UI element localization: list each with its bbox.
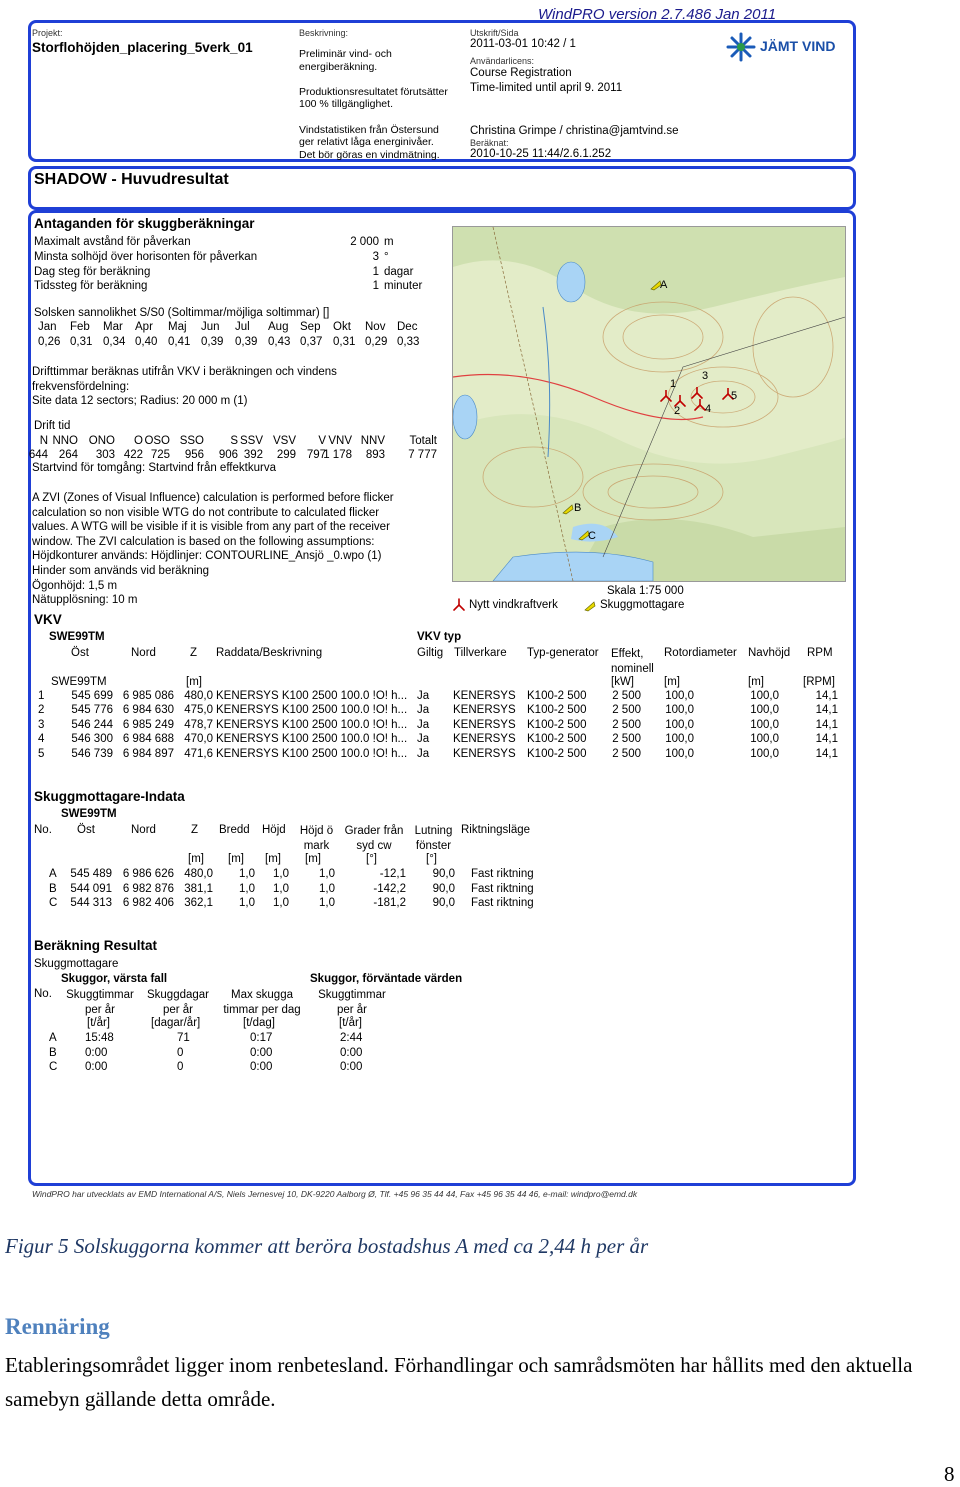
turbine-label: 5 xyxy=(731,390,738,402)
vkv-unit: [m] xyxy=(748,676,764,688)
vkv-cell: 100,0 xyxy=(665,747,694,760)
drift-label: Drift tid xyxy=(34,420,71,432)
assumption-value: 1 xyxy=(372,265,379,278)
assumption-value: 3 xyxy=(372,250,379,263)
receiver-cell: 362,1 xyxy=(184,897,213,910)
vkv-header: RPM xyxy=(807,647,833,659)
vkv-cell: 14,1 xyxy=(815,690,838,702)
turbine-label: 2 xyxy=(674,405,681,417)
month-label: Dec xyxy=(397,321,418,333)
sector-label: Totalt xyxy=(409,435,437,447)
vkv-cell: KENERSYS K100 2500 100.0 !O! h... xyxy=(216,718,408,731)
assumption-label: Maximalt avstånd för påverkan xyxy=(34,236,191,248)
sunshine-value: 0,29 xyxy=(365,336,388,348)
vkv-cell: Ja xyxy=(417,733,430,746)
assumption-value: 1 xyxy=(372,280,379,293)
receiver-unit: [°] xyxy=(426,853,437,865)
vkv-cell: 100,0 xyxy=(750,704,779,717)
sunshine-value: 0,34 xyxy=(103,336,126,348)
sector-value: 7 777 xyxy=(408,449,437,461)
month-label: Maj xyxy=(168,321,187,333)
receiver-legend-label: Skuggmottagare xyxy=(600,599,685,611)
assumption-label: Dag steg för beräkning xyxy=(34,265,151,278)
sunshine-value: 0,39 xyxy=(201,336,224,348)
vkv-cell: Ja xyxy=(417,704,430,717)
vkv-cell: 6 985 086 xyxy=(122,690,174,702)
results-unit: [t/år] xyxy=(87,1017,111,1029)
vkv-cell: Ja xyxy=(417,747,430,760)
windpro-version: WindPRO version 2.7.486 Jan 2011 xyxy=(538,6,777,23)
results-cell: 0:00 xyxy=(340,1061,363,1074)
section-title: SHADOW - Huvudresultat xyxy=(34,171,229,188)
receiver-cell: 1,0 xyxy=(273,897,289,910)
receiver-header: Lutning fönster xyxy=(414,825,453,852)
project-label: Projekt: xyxy=(32,28,63,38)
zvi-line: Hinder som används vid beräkning xyxy=(32,564,210,577)
vkv-cell: 2 500 xyxy=(612,747,641,760)
vkv-cell: K100-2 500 xyxy=(527,690,587,702)
vkv-cell: 545 776 xyxy=(71,704,113,717)
results-cell: 15:48 xyxy=(85,1032,114,1044)
zvi-line: window. The ZVI calculation is based on the following assumptions: xyxy=(32,535,375,548)
sunshine-value: 0,33 xyxy=(397,336,420,348)
operation-line: Site data 12 sectors; Radius: 20 000 m (1) xyxy=(32,395,248,407)
vkv-header: Giltig xyxy=(417,647,444,659)
sector-value: 1 178 xyxy=(323,449,352,461)
receiver-unit: [m] xyxy=(228,853,244,865)
zvi-line: Nätupplösning: 10 m xyxy=(32,594,138,607)
sector-label: VSV xyxy=(272,435,296,447)
vkv-cell: 5 xyxy=(38,747,45,760)
receiver-cell: -142,2 xyxy=(373,882,406,895)
vkv-header: Tillverkare xyxy=(454,647,507,659)
month-label: Okt xyxy=(333,321,351,333)
sector-value: 956 xyxy=(184,449,204,461)
month-label: Aug xyxy=(268,321,289,333)
vkv-cell: 3 xyxy=(38,718,45,731)
receiver-header: Öst xyxy=(77,824,95,836)
receiver-legend-icon xyxy=(584,599,596,611)
receivers-coord-system: SWE99TM xyxy=(61,808,117,820)
receiver-header: Bredd xyxy=(219,824,250,836)
body-paragraph: Etableringsområdet ligger inom renbetesland. Förhandlingar och samrådsmöten har hållits med den aktuella samebyn gällande detta område. xyxy=(5,1353,913,1411)
description-line: Det bör göras en vindmätning. xyxy=(299,148,440,161)
vkv-cell: 100,0 xyxy=(750,733,779,746)
receiver-header: Riktningsläge xyxy=(461,824,531,836)
calc-label: Beräknat: xyxy=(470,138,509,148)
receiver-cell: 381,1 xyxy=(184,882,213,895)
assumption-unit: ° xyxy=(384,250,389,263)
receiver-cell: 1,0 xyxy=(239,897,255,910)
vkv-cell: Ja xyxy=(417,718,430,731)
month-label: Sep xyxy=(300,321,321,333)
results-cell: 0:00 xyxy=(250,1046,273,1059)
vkv-cell: K100-2 500 xyxy=(527,747,587,760)
vkv-header: Navhöjd xyxy=(748,647,791,659)
project-name: Storflohöjden_placering_5verk_01 xyxy=(32,40,253,55)
vkv-cell: 100,0 xyxy=(665,690,694,702)
receiver-cell: 1,0 xyxy=(239,868,255,880)
operation-line: frekvensfördelning: xyxy=(32,380,130,393)
results-unit: [t/år] xyxy=(339,1017,363,1029)
turbine-label: 4 xyxy=(705,403,712,415)
vkv-cell: 100,0 xyxy=(665,704,694,717)
receiver-cell: Fast riktning xyxy=(471,897,534,910)
vkv-header: Öst xyxy=(71,647,89,659)
sector-value: 797 xyxy=(306,449,326,461)
licensee-label: Användarlicens: xyxy=(470,56,535,66)
description-line: energiberäkning. xyxy=(299,60,378,73)
results-cell: B xyxy=(49,1046,57,1059)
vkv-cell: 6 984 688 xyxy=(122,733,174,746)
sunshine-title: Solsken sannolikhet S/S0 (Soltimmar/möjliga soltimmar) [] xyxy=(34,307,330,319)
zvi-line: calculation so non visible WTG do not contribute to calculated flicker xyxy=(32,506,380,519)
sector-value: 392 xyxy=(243,449,263,461)
results-header: Skuggtimmar per år xyxy=(318,989,386,1016)
vkv-cell: 475,0 xyxy=(184,704,213,717)
assumptions-title: Antaganden för skuggberäkningar xyxy=(34,216,255,231)
vkv-cell: 480,0 xyxy=(184,690,213,702)
vkv-cell: KENERSYS K100 2500 100.0 !O! h... xyxy=(216,747,408,760)
vkv-cell: 471,6 xyxy=(184,747,213,760)
vkv-cell: 14,1 xyxy=(815,704,838,717)
sunshine-value: 0,40 xyxy=(135,336,158,348)
sector-value: 299 xyxy=(276,449,296,461)
description-text xyxy=(299,48,448,161)
month-label: Jun xyxy=(201,321,220,333)
receiver-cell: B xyxy=(49,882,57,895)
turbine-legend-icon xyxy=(452,598,466,612)
receiver-cell: 90,0 xyxy=(432,897,455,910)
results-header: No. xyxy=(34,988,52,1000)
page-number: 8 xyxy=(944,1462,955,1486)
sector-label: NNV xyxy=(360,435,385,447)
vkv-unit: SWE99TM xyxy=(51,676,107,688)
description-line: Vindstatistiken från Östersund xyxy=(299,123,439,136)
vkv-header: Nord xyxy=(131,647,156,659)
sunshine-value: 0,37 xyxy=(300,336,323,348)
vkv-cell: 100,0 xyxy=(665,733,694,746)
receiver-cell: 1,0 xyxy=(319,868,335,880)
zvi-text xyxy=(32,491,394,608)
sunshine-value: 0,39 xyxy=(235,336,258,348)
receiver-header: No. xyxy=(34,824,52,836)
turbine-legend-label: Nytt vindkraftverk xyxy=(469,599,558,611)
receiver-cell: 1,0 xyxy=(273,882,289,895)
receiver-unit: [m] xyxy=(305,853,321,865)
month-label: Jan xyxy=(38,321,57,333)
zvi-line: A ZVI (Zones of Visual Influence) calculation is performed before flicker xyxy=(32,492,394,504)
vkv-cell: 6 985 249 xyxy=(122,718,174,731)
assumption-unit: m xyxy=(384,236,394,248)
vkv-cell: 546 300 xyxy=(71,733,113,746)
receiver-cell: 90,0 xyxy=(432,868,455,880)
month-label: Feb xyxy=(70,321,90,333)
month-label: Nov xyxy=(365,321,386,333)
section-heading: Rennäring xyxy=(5,1314,110,1339)
vkv-cell: KENERSYS xyxy=(453,733,516,746)
vkv-cell: 545 699 xyxy=(71,690,113,702)
sector-value: 906 xyxy=(218,449,238,461)
results-subtitle: Skuggmottagare xyxy=(34,958,119,970)
vkv-header: Raddata/Beskrivning xyxy=(216,647,323,659)
calc-value: 2010-10-25 11:44/2.6.1.252 xyxy=(470,148,612,160)
sector-value: 644 xyxy=(28,449,48,461)
sector-label: S xyxy=(230,435,238,447)
receiver-header: Höjd xyxy=(262,824,286,836)
receiver-label: B xyxy=(574,502,582,514)
sector-label: SSV xyxy=(239,435,263,447)
vkv-cell: 100,0 xyxy=(750,690,779,702)
results-title: Beräkning Resultat xyxy=(34,938,158,953)
sunshine-value: 0,31 xyxy=(70,336,93,348)
receiver-cell: 545 489 xyxy=(70,868,112,880)
sector-label: VNV xyxy=(328,435,352,447)
sector-value: 264 xyxy=(58,449,78,461)
description-line: 100 % tillgänglighet. xyxy=(299,98,393,111)
receiver-unit: [m] xyxy=(265,853,281,865)
description-line: Produktionsresultatet förutsätter xyxy=(299,85,448,98)
receiver-cell: C xyxy=(49,897,58,910)
description-line: ger relativt låga energinivåer. xyxy=(299,136,434,149)
receiver-cell: 6 982 406 xyxy=(122,897,174,910)
vkv-cell: 14,1 xyxy=(815,733,838,746)
sector-label: V xyxy=(318,435,326,447)
sector-label: OSO xyxy=(144,435,170,447)
month-label: Mar xyxy=(103,321,123,333)
worst-case-label: Skuggor, värsta fall xyxy=(61,973,168,985)
receiver-label: A xyxy=(660,279,668,291)
vkv-unit: [m] xyxy=(664,676,680,688)
assumption-label: Tidssteg för beräkning xyxy=(34,280,148,293)
vkv-cell: 6 984 630 xyxy=(122,704,174,717)
vkv-cell: KENERSYS K100 2500 100.0 !O! h... xyxy=(216,690,408,702)
vkv-type-label: VKV typ xyxy=(417,631,462,643)
vkv-cell: 546 244 xyxy=(71,718,113,731)
vkv-cell: 2 500 xyxy=(612,704,641,717)
receiver-cell: 1,0 xyxy=(319,882,335,895)
receiver-cell: 480,0 xyxy=(184,868,213,880)
receiver-cell: Fast riktning xyxy=(471,868,534,880)
description-line xyxy=(299,111,448,124)
receiver-header: Höjd ö mark xyxy=(299,825,334,852)
results-cell: 0:00 xyxy=(85,1061,108,1074)
sector-value: 303 xyxy=(95,449,115,461)
vkv-cell: 4 xyxy=(38,733,45,746)
results-cell: 0 xyxy=(177,1061,184,1074)
sector-value: 422 xyxy=(123,449,143,461)
vkv-cell: KENERSYS xyxy=(453,747,516,760)
vkv-cell: 6 984 897 xyxy=(122,747,174,760)
results-cell: 0:00 xyxy=(340,1046,363,1059)
receiver-cell: 544 091 xyxy=(70,882,112,895)
sector-label: SSO xyxy=(179,435,204,447)
vkv-cell: Ja xyxy=(417,690,430,702)
vkv-cell: 100,0 xyxy=(665,718,694,731)
vkv-cell: 14,1 xyxy=(815,747,838,760)
report-footer: WindPRO har utvecklats av EMD International A/S, Niels Jernesvej 10, DK-9220 Aalborg Ø, Tlf. +45 96 35 44 44, Fax +45 96 35 44 46, e-mail: windpro@emd.dk xyxy=(32,1189,638,1199)
results-header: Max skugga timmar per dag xyxy=(223,989,301,1016)
operation-text xyxy=(32,365,337,409)
month-label: Apr xyxy=(135,321,153,333)
receiver-cell: A xyxy=(49,868,57,880)
operation-line: Drifttimmar beräknas utifrån VKV i beräkningen och vindens xyxy=(32,366,337,378)
vkv-cell: 1 xyxy=(38,690,45,702)
sector-label: NNO xyxy=(52,435,78,447)
sector-value: 725 xyxy=(150,449,170,461)
contact: Christina Grimpe / christina@jamtvind.se xyxy=(470,125,679,137)
vkv-cell: 100,0 xyxy=(750,718,779,731)
vkv-cell: K100-2 500 xyxy=(527,704,587,717)
sector-value: 893 xyxy=(365,449,385,461)
vkv-cell: 2 500 xyxy=(612,718,641,731)
vkv-cell: 478,7 xyxy=(184,718,213,731)
receiver-cell: Fast riktning xyxy=(471,882,534,895)
description-line: Preliminär vind- och xyxy=(299,48,392,60)
turbine-marker-icon xyxy=(660,389,672,407)
vkv-header: Effekt, nominell xyxy=(611,648,654,675)
vkv-coord-system: SWE99TM xyxy=(49,631,105,643)
receiver-cell: 6 982 876 xyxy=(122,882,174,895)
assumption-unit: dagar xyxy=(384,265,414,278)
receiver-cell: -181,2 xyxy=(373,897,406,910)
map-scale: Skala 1:75 000 xyxy=(607,585,684,597)
sunshine-value: 0,43 xyxy=(268,336,291,348)
results-cell: 2:44 xyxy=(340,1032,363,1044)
vkv-cell: 2 500 xyxy=(612,690,641,702)
licensee: Course Registration xyxy=(470,67,572,79)
assumption-unit: minuter xyxy=(384,280,423,293)
start-wind-text: Startvind för tomgång: Startvind från effektkurva xyxy=(32,462,276,474)
vkv-unit: [m] xyxy=(186,676,202,688)
turbine-label: 3 xyxy=(702,370,709,382)
receiver-label: C xyxy=(588,530,596,542)
vkv-cell: KENERSYS xyxy=(453,690,516,702)
figure-caption: Figur 5 Solskuggorna kommer att beröra bostadshus A med ca 2,44 h per år xyxy=(5,1234,649,1258)
site-map xyxy=(452,226,846,582)
sector-label: O xyxy=(134,435,143,447)
receivers-title: Skuggmottagare-Indata xyxy=(34,789,185,804)
zvi-line: values. A WTG will be visible if it is visible from any part of the receiver xyxy=(32,521,390,534)
receiver-unit: [m] xyxy=(188,853,204,865)
receiver-unit: [°] xyxy=(366,853,377,865)
results-cell: 0:00 xyxy=(250,1061,273,1074)
results-unit: [dagar/år] xyxy=(151,1017,201,1029)
print-value: 2011-03-01 10:42 / 1 xyxy=(470,38,576,50)
licensee-note: Time-limited until april 9. 2011 xyxy=(470,82,623,94)
receiver-header: Grader från syd cw xyxy=(344,825,404,852)
turbine-label: 1 xyxy=(670,378,677,390)
receiver-cell: -12,1 xyxy=(379,868,406,880)
sunshine-value: 0,41 xyxy=(168,336,191,348)
results-cell: 0:00 xyxy=(85,1046,108,1059)
vkv-cell: 546 739 xyxy=(71,747,113,760)
receiver-cell: 1,0 xyxy=(239,882,255,895)
vkv-cell: K100-2 500 xyxy=(527,733,587,746)
receiver-cell: 544 313 xyxy=(70,897,112,910)
results-header: Skuggdagar per år xyxy=(146,989,210,1016)
vkv-header: Z xyxy=(190,647,198,659)
vkv-cell: KENERSYS xyxy=(453,718,516,731)
vkv-cell: KENERSYS K100 2500 100.0 !O! h... xyxy=(216,704,408,717)
vkv-cell: 2 500 xyxy=(612,733,641,746)
results-cell: 0 xyxy=(177,1046,184,1059)
print-label: Utskrift/Sida xyxy=(470,28,519,38)
results-unit: [t/dag] xyxy=(243,1017,275,1029)
vkv-cell: KENERSYS xyxy=(453,704,516,717)
results-header: Skuggtimmar per år xyxy=(66,989,134,1016)
zvi-line: Höjdkonturer används: Höjdlinjer: CONTOURLINE_Ansjö _0.wpo (1) xyxy=(32,550,382,563)
vkv-header: Rotordiameter xyxy=(664,647,737,659)
results-cell: 0:17 xyxy=(250,1032,273,1044)
receiver-cell: 6 986 626 xyxy=(122,868,174,880)
receiver-cell: 90,0 xyxy=(432,882,455,895)
month-label: Jul xyxy=(235,321,250,333)
vkv-cell: KENERSYS K100 2500 100.0 !O! h... xyxy=(216,733,408,746)
vkv-cell: 14,1 xyxy=(815,718,838,731)
vkv-cell: 2 xyxy=(38,704,45,717)
vkv-cell: 470,0 xyxy=(184,733,213,746)
assumption-value: 2 000 xyxy=(350,236,379,248)
results-cell: A xyxy=(49,1032,57,1044)
vkv-header: Typ-generator xyxy=(527,647,599,659)
zvi-line: Ögonhöjd: 1,5 m xyxy=(32,579,118,592)
receiver-cell: 1,0 xyxy=(273,868,289,880)
vkv-cell: 100,0 xyxy=(750,747,779,760)
assumption-label: Minsta solhöjd över horisonten för påverkan xyxy=(34,250,258,263)
jamt-vind-logo-text: JÄMT VIND xyxy=(760,38,836,54)
results-cell: 71 xyxy=(177,1032,190,1044)
results-cell: C xyxy=(49,1061,58,1074)
sunshine-value: 0,31 xyxy=(333,336,356,348)
sector-label: ONO xyxy=(88,435,115,447)
expected-label: Skuggor, förväntade värden xyxy=(310,973,463,985)
vkv-cell: K100-2 500 xyxy=(527,718,587,731)
vkv-title: VKV xyxy=(34,612,62,627)
description-label: Beskrivning: xyxy=(299,28,349,38)
receiver-cell: 1,0 xyxy=(319,897,335,910)
description-line xyxy=(299,73,448,86)
sunshine-value: 0,26 xyxy=(38,336,61,348)
receiver-marker-icon xyxy=(562,502,574,520)
receiver-header: Nord xyxy=(131,824,156,836)
receiver-header: Z xyxy=(191,824,199,836)
jamt-vind-logo-icon xyxy=(726,32,756,62)
vkv-unit: [RPM] xyxy=(803,676,835,688)
sector-label: N xyxy=(39,435,48,447)
vkv-unit: [kW] xyxy=(611,676,634,688)
